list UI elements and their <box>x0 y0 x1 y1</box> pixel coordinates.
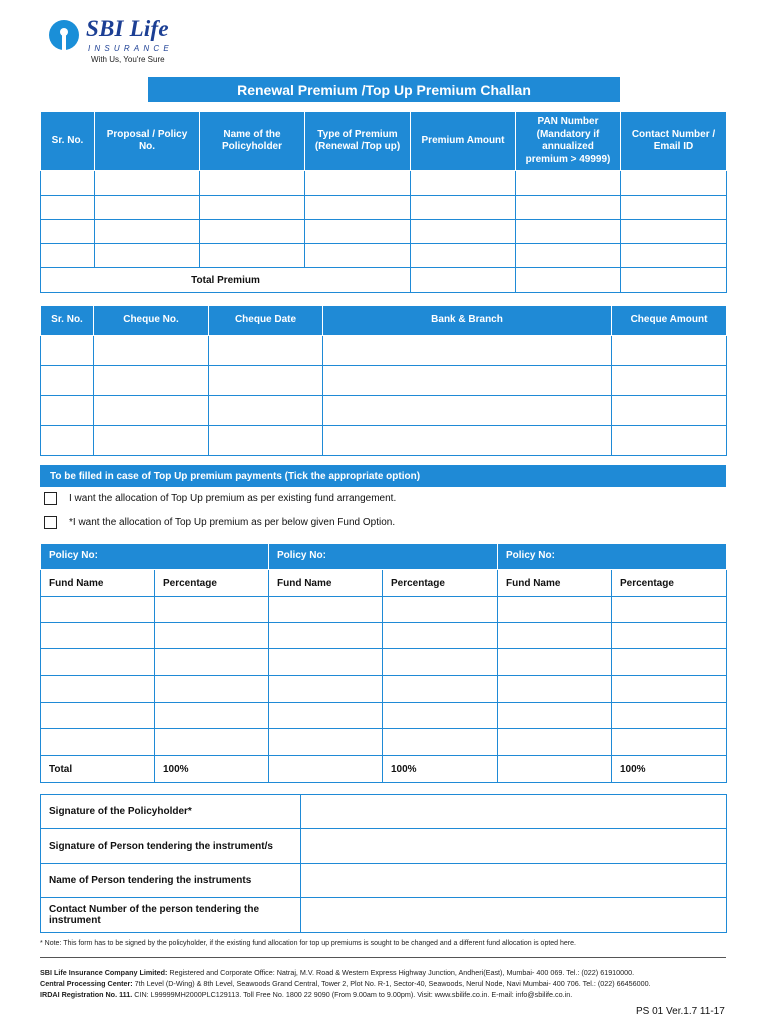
new-fund-label: *I want the allocation of Top Up premium as per below given Fund Option. <box>69 517 396 528</box>
cell[interactable] <box>41 703 155 729</box>
signature-table <box>40 794 727 933</box>
cell[interactable] <box>612 366 727 396</box>
cell[interactable] <box>612 623 727 649</box>
col-pan-number: PAN Number (Mandatory if annualized premium > 49999) <box>516 112 621 171</box>
cell[interactable] <box>383 649 498 676</box>
col-premium-amount: Premium Amount <box>411 112 516 171</box>
cell[interactable] <box>621 268 727 293</box>
cell[interactable] <box>612 649 727 676</box>
cell[interactable] <box>269 729 383 756</box>
cell[interactable] <box>41 676 155 703</box>
cell <box>498 756 612 783</box>
cell[interactable] <box>305 171 411 196</box>
cell[interactable] <box>323 426 612 456</box>
cell[interactable] <box>621 220 727 244</box>
new-fund-checkbox[interactable] <box>44 516 57 529</box>
total-percentage-3: 100% <box>612 756 727 783</box>
cell[interactable] <box>209 426 323 456</box>
cell[interactable] <box>612 426 727 456</box>
col-contact: Contact Number / Email ID <box>621 112 727 171</box>
cell[interactable] <box>94 366 209 396</box>
cell[interactable] <box>498 649 612 676</box>
percentage-header: Percentage <box>383 570 498 597</box>
cell[interactable] <box>323 366 612 396</box>
policyholder-signature-label: Signature of the Policyholder* <box>41 795 301 829</box>
cell[interactable] <box>516 171 621 196</box>
policy-no-label-3: Policy No: <box>498 544 727 570</box>
tenderer-name-label: Name of Person tendering the instruments <box>41 864 301 898</box>
cell[interactable] <box>621 171 727 196</box>
footer-company: SBI Life Insurance Company Limited: <box>40 968 168 977</box>
col-cheque-date: Cheque Date <box>209 306 323 336</box>
cell[interactable] <box>612 729 727 756</box>
percentage-header: Percentage <box>612 570 727 597</box>
table-row <box>41 426 727 456</box>
cell[interactable] <box>209 366 323 396</box>
fund-total-row <box>41 756 727 783</box>
table-row <box>41 366 727 396</box>
cell[interactable] <box>200 196 305 220</box>
policyholder-signature-field[interactable] <box>301 795 727 829</box>
tenderer-signature-field[interactable] <box>301 829 727 864</box>
cell[interactable] <box>209 396 323 426</box>
policy-no-label-1: Policy No: <box>41 544 269 570</box>
cell[interactable] <box>155 623 269 649</box>
cell[interactable] <box>383 597 498 623</box>
footer-line-1 <box>40 968 750 977</box>
tenderer-signature-label: Signature of Person tendering the instrument/s <box>41 829 301 864</box>
cell[interactable] <box>41 729 155 756</box>
form-note: * Note: This form has to be signed by the policyholder, if the existing fund allocation for top up premiums is sought to be changed and a different fund allocation is opted here. <box>40 940 576 947</box>
cell[interactable] <box>200 220 305 244</box>
cell[interactable] <box>269 597 383 623</box>
brand-tagline: With Us, You're Sure <box>91 55 165 64</box>
table-row <box>41 396 727 426</box>
cell[interactable] <box>41 366 94 396</box>
cell[interactable] <box>612 597 727 623</box>
cell[interactable] <box>95 196 200 220</box>
table-row <box>41 196 727 220</box>
fund-allocation-table <box>40 543 727 783</box>
brand-name: SBI Life <box>86 16 169 41</box>
table-row <box>41 171 727 196</box>
footer-divider <box>40 957 726 958</box>
cell[interactable] <box>41 196 95 220</box>
cell[interactable] <box>498 623 612 649</box>
cell[interactable] <box>41 396 94 426</box>
table-row <box>41 244 727 268</box>
form-title: Renewal Premium /Top Up Premium Challan <box>148 77 620 102</box>
brand-subtitle: INSURANCE <box>88 44 173 53</box>
table-row <box>41 220 727 244</box>
total-percentage-2: 100% <box>383 756 498 783</box>
table-row <box>41 336 727 366</box>
cell[interactable] <box>269 623 383 649</box>
cell[interactable] <box>621 244 727 268</box>
total-premium-amount[interactable] <box>411 268 516 293</box>
cell <box>269 756 383 783</box>
cell[interactable] <box>209 336 323 366</box>
tenderer-contact-label: Contact Number of the person tendering the instrument <box>41 898 301 933</box>
cell[interactable] <box>383 676 498 703</box>
footer-registered-office: Registered and Corporate Office: Natraj, M.V. Road & Western Express Highway Junction, Andheri(East), Mumbai- 400 069. Tel.: (022) 61910000. <box>167 968 635 977</box>
percentage-header: Percentage <box>155 570 269 597</box>
col-policy-no: Proposal / Policy No. <box>95 112 200 171</box>
cell[interactable] <box>305 220 411 244</box>
tenderer-name-field[interactable] <box>301 864 727 898</box>
cell[interactable] <box>612 336 727 366</box>
topup-option-new <box>44 516 395 529</box>
cell[interactable] <box>411 244 516 268</box>
cell[interactable] <box>41 220 95 244</box>
cell[interactable] <box>200 171 305 196</box>
premium-table <box>40 111 727 293</box>
cell[interactable] <box>95 220 200 244</box>
col-cheque-amount: Cheque Amount <box>612 306 727 336</box>
col-cheque-no: Cheque No. <box>94 306 209 336</box>
total-row <box>41 268 727 293</box>
existing-fund-label: I want the allocation of Top Up premium as per existing fund arrangement. <box>69 493 397 504</box>
footer-contact-info: CIN: L99999MH2000PLC129113. Toll Free No. 1800 22 9090 (From 9.00am to 9.00pm). Visit: www.sbilife.co.in. E-mail: info@sbilife.co.in. <box>132 990 573 999</box>
total-label: Total <box>41 756 155 783</box>
cell[interactable] <box>200 244 305 268</box>
col-policyholder: Name of the Policyholder <box>200 112 305 171</box>
cell[interactable] <box>41 244 95 268</box>
table-row <box>41 649 727 676</box>
cell[interactable] <box>41 171 95 196</box>
cell[interactable] <box>305 244 411 268</box>
cell[interactable] <box>516 220 621 244</box>
cell[interactable] <box>621 196 727 220</box>
cell[interactable] <box>612 676 727 703</box>
col-sr-no: Sr. No. <box>41 306 94 336</box>
col-sr-no: Sr. No. <box>41 112 95 171</box>
cell[interactable] <box>155 649 269 676</box>
cell[interactable] <box>41 623 155 649</box>
footer-cpc-label: Central Processing Center: <box>40 979 133 988</box>
cell[interactable] <box>155 676 269 703</box>
cell[interactable] <box>383 729 498 756</box>
existing-fund-checkbox[interactable] <box>44 492 57 505</box>
fund-name-header: Fund Name <box>41 570 155 597</box>
cell[interactable] <box>498 729 612 756</box>
cell[interactable] <box>383 623 498 649</box>
cell[interactable] <box>269 703 383 729</box>
cell[interactable] <box>94 336 209 366</box>
cell[interactable] <box>411 171 516 196</box>
cell[interactable] <box>383 703 498 729</box>
cell[interactable] <box>41 597 155 623</box>
table-row <box>41 729 727 756</box>
cell[interactable] <box>498 676 612 703</box>
cell[interactable] <box>155 597 269 623</box>
footer-line-2 <box>40 979 750 988</box>
footer-line-3 <box>40 990 750 999</box>
col-bank-branch: Bank & Branch <box>323 306 612 336</box>
total-premium-label: Total Premium <box>41 268 411 293</box>
cell[interactable] <box>516 196 621 220</box>
cell[interactable] <box>269 649 383 676</box>
cell[interactable] <box>155 703 269 729</box>
cheque-table <box>40 305 727 456</box>
cell[interactable] <box>323 396 612 426</box>
fund-name-header: Fund Name <box>498 570 612 597</box>
cell[interactable] <box>411 196 516 220</box>
cell[interactable] <box>305 196 411 220</box>
topup-option-existing <box>44 492 396 505</box>
sbi-logo-icon <box>49 20 79 50</box>
cell[interactable] <box>612 396 727 426</box>
cell[interactable] <box>516 268 621 293</box>
cell[interactable] <box>498 597 612 623</box>
table-row <box>41 676 727 703</box>
footer-cpc-address: 7th Level (D-Wing) & 8th Level, Seawoods Grand Central, Tower 2, Plot No. R-1, Sector-40, Seawoods, Nerul Node, Navi Mumbai- 400 706. Tel.: (022) 66456000. <box>132 979 651 988</box>
cell[interactable] <box>41 336 94 366</box>
cell[interactable] <box>41 426 94 456</box>
cell[interactable] <box>95 244 200 268</box>
fund-name-header: Fund Name <box>269 570 383 597</box>
cell[interactable] <box>41 649 155 676</box>
cell[interactable] <box>498 703 612 729</box>
cell[interactable] <box>411 220 516 244</box>
cell[interactable] <box>94 396 209 426</box>
col-premium-type: Type of Premium (Renewal /Top up) <box>305 112 411 171</box>
cell[interactable] <box>155 729 269 756</box>
cell[interactable] <box>269 676 383 703</box>
table-row <box>41 597 727 623</box>
table-row <box>41 703 727 729</box>
cell[interactable] <box>94 426 209 456</box>
footer-irdai: IRDAI Registration No. 111. <box>40 990 133 999</box>
cell[interactable] <box>612 703 727 729</box>
cell[interactable] <box>95 171 200 196</box>
tenderer-contact-field[interactable] <box>301 898 727 933</box>
policy-no-label-2: Policy No: <box>269 544 498 570</box>
total-percentage-1: 100% <box>155 756 269 783</box>
table-row <box>41 623 727 649</box>
cell[interactable] <box>516 244 621 268</box>
cell[interactable] <box>323 336 612 366</box>
topup-section-bar: To be filled in case of Top Up premium payments (Tick the appropriate option) <box>40 465 726 487</box>
form-version: PS 01 Ver.1.7 11-17 <box>636 1006 725 1017</box>
